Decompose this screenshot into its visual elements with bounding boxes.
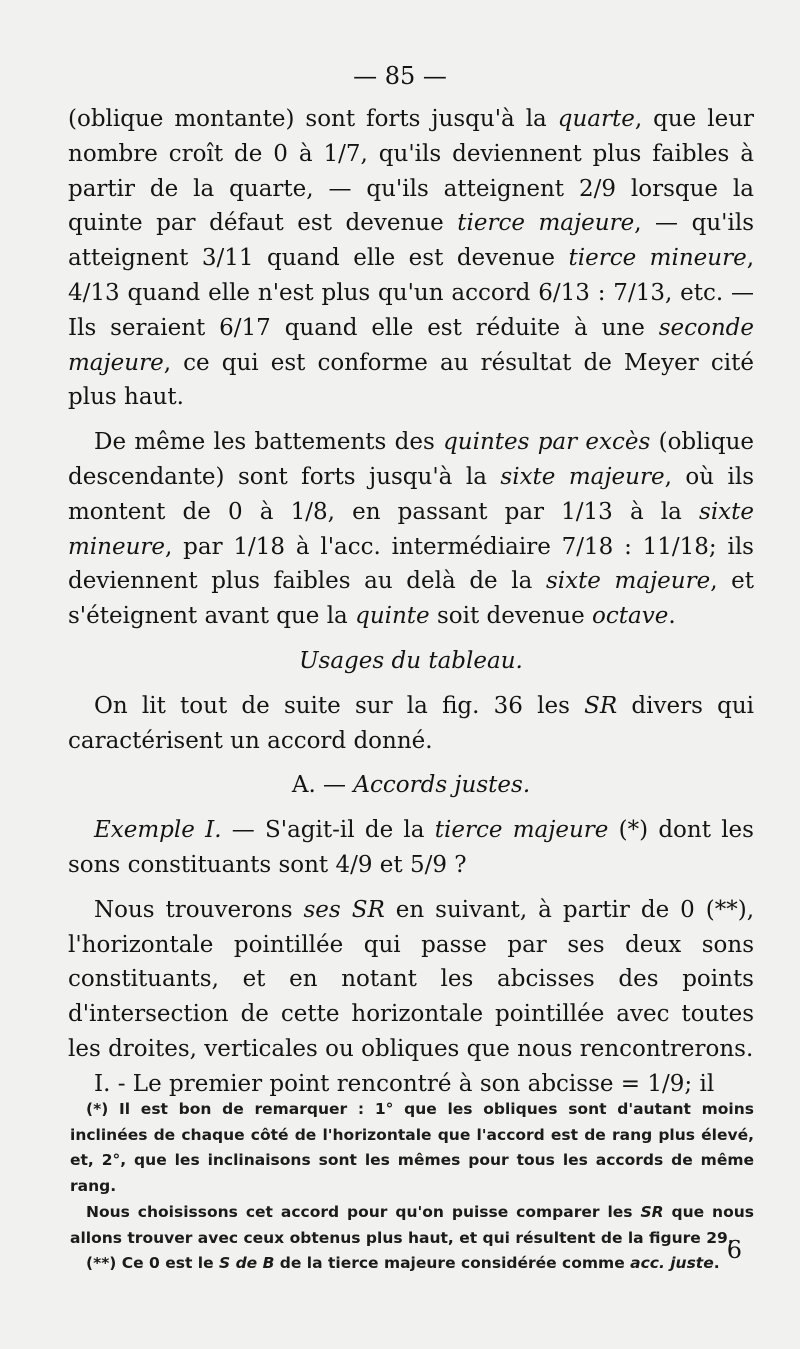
italic-term: tierce majeure (457, 210, 635, 237)
paragraph-premier-point: I. - Le premier point rencontré à son abcisse = 1/9; il (94, 1070, 715, 1097)
text-run: — S'agit-il de la (221, 817, 435, 844)
paragraph-lecture-fig (68, 689, 754, 759)
italic-term: Exemple I. (94, 817, 222, 844)
paragraph-exemple-1 (68, 813, 754, 883)
text-run: , par 1/18 à l'acc. intermédiaire 7/18 : 11/18; ils deviennent plus faibles au delà de la (68, 533, 754, 595)
footnotes (70, 1097, 754, 1277)
paragraph-oblique-montante (68, 102, 754, 415)
heading-text: Usages du tableau. (299, 647, 523, 674)
text-run: , 4/13 quand elle n'est plus qu'un accord 6/13 : 7/13, etc. — Ils seraient 6/17 quand elle est réduite à une (68, 245, 754, 341)
footnote-1: (*) Il est bon de remarquer : 1° que les obliques sont d'autant moins inclinées de chaque côté de l'horizontale que l'accord est de rang plus élevé, et, 2°, que les inclinaisons sont les mêmes pour tous les accords de même rang. (70, 1100, 754, 1196)
text-run: , ce qui est conforme au résultat de Meyer cité plus haut. (68, 349, 754, 411)
text-run: Nous choisissons cet accord pour qu'on puisse comparer les (86, 1202, 641, 1221)
text-run: (oblique montante) sont forts jusqu'à la (68, 106, 558, 132)
italic-term: seconde majeure (68, 314, 754, 376)
text-run: soit devenue (429, 603, 593, 630)
italic-term: octave (592, 603, 669, 630)
italic-term: quarte (557, 106, 635, 132)
text-run: , que leur nombre croît de 0 à 1/7, qu'ils deviennent plus faibles à partir de la quarte, — qu'ils atteignent 2/9 lorsque la quinte par défaut est devenue (68, 106, 754, 237)
paragraph-nous-trouverons (68, 893, 754, 1067)
text-run: divers qui caractérisent un accord donné. (68, 692, 754, 754)
italic-term: quintes par excès (443, 429, 651, 456)
italic-term: SR (584, 692, 618, 719)
italic-term: tierce majeure (434, 817, 609, 844)
text-run: (*) dont les sons constituants sont 4/9 et 5/9 ? (68, 817, 754, 878)
text-run: (**) Ce 0 est le (86, 1254, 220, 1273)
text-run: , — qu'ils atteignent 3/11 quand elle est devenue (68, 210, 754, 272)
italic-term: tierce mineure (568, 245, 747, 272)
page-number: — 85 — (353, 62, 447, 90)
italic-term: sixte mineure (68, 498, 754, 560)
italic-term: sixte majeure (545, 568, 711, 595)
text-run: . (713, 1254, 720, 1273)
text-run: , où ils montent de 0 à 1/8, en passant par 1/13 à la (68, 463, 755, 525)
text-run: . (668, 603, 676, 630)
text-run: , et s'éteignent avant que la (68, 568, 754, 630)
italic-term: SR (351, 896, 385, 923)
italic-term: ses (303, 896, 341, 923)
text-run: (oblique descendante) sont forts jusqu'à la (68, 429, 755, 490)
italic-term: sixte majeure (500, 463, 665, 490)
main-text (68, 102, 754, 1102)
section-heading-accords-justes (68, 768, 754, 803)
italic-term: acc. juste (630, 1254, 714, 1273)
paragraph-quintes-par-exces (68, 425, 754, 634)
footnote-2 (70, 1200, 754, 1251)
section-heading-usages (68, 644, 754, 679)
heading-text: Accords justes. (353, 772, 531, 799)
text-run: que nous allons trouver avec ceux obtenus plus haut, et qui résultent de la figure 29. (70, 1202, 754, 1247)
text-run: On lit tout de suite sur la fig. 36 les (94, 692, 585, 719)
italic-term: quinte (355, 603, 430, 630)
footnote-3 (70, 1251, 754, 1277)
text-run: De même les battements des (94, 429, 444, 456)
heading-prefix: A. — (291, 772, 354, 799)
italic-term: S de B (219, 1254, 275, 1273)
italic-term: SR (640, 1202, 664, 1221)
text-run: en suivant, à partir de 0 (**), l'horizontale pointillée qui passe par ses deux sons constituants, et en notant les abcisses des points d'intersection de cette horizontale pointillée avec toutes les droites, verticales ou obliques que nous rencontrerons. (68, 896, 755, 1062)
text-run (341, 897, 352, 923)
signature-mark: 6 (726, 1236, 742, 1264)
text-run: de la tierce majeure considérée comme (274, 1254, 631, 1273)
text-run: Nous trouverons (94, 896, 304, 923)
